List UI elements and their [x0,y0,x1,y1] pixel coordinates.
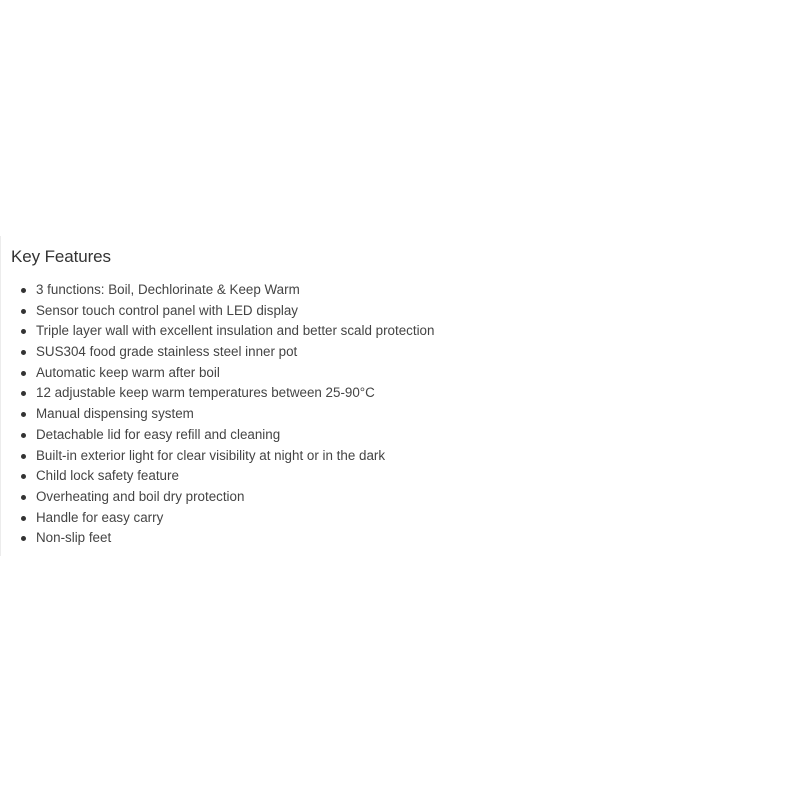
bullet-icon [21,350,26,355]
feature-item [1,383,434,404]
key-features-section [0,236,800,556]
bullet-icon [21,433,26,438]
feature-item [1,508,434,529]
feature-text: Triple layer wall with excellent insulation and better scald protection [36,323,435,339]
feature-text: Sensor touch control panel with LED display [36,302,299,318]
bullet-icon [21,536,26,541]
feature-list [1,280,434,549]
feature-item [1,280,434,301]
feature-text: 12 adjustable keep warm temperatures between 25-90°C [36,385,375,401]
feature-text: Detachable lid for easy refill and cleaning [36,426,281,442]
feature-text: Built-in exterior light for clear visibility at night or in the dark [36,447,386,463]
feature-text: Non-slip feet [36,530,112,546]
feature-text: Manual dispensing system [36,406,194,422]
feature-text: Child lock safety feature [36,468,179,484]
bullet-icon [21,495,26,500]
feature-text: Handle for easy carry [36,509,164,525]
bullet-icon [21,288,26,293]
bullet-icon [21,371,26,376]
feature-text: 3 functions: Boil, Dechlorinate & Keep Warm [36,282,300,297]
bullet-icon [21,516,26,521]
feature-item [1,321,434,342]
feature-text: SUS304 food grade stainless steel inner pot [36,344,298,360]
bullet-icon [21,391,26,396]
bullet-icon [21,474,26,479]
feature-item [1,446,434,467]
feature-text: Automatic keep warm after boil [36,364,220,380]
feature-item [1,342,434,363]
feature-item [1,528,434,549]
feature-item [1,363,434,384]
feature-item [1,404,434,425]
bullet-icon [21,454,26,459]
section-title: Key Features [11,247,111,266]
feature-item [1,487,434,508]
bullet-icon [21,309,26,314]
feature-item [1,466,434,487]
bullet-icon [21,329,26,334]
feature-item [1,301,434,322]
feature-text: Overheating and boil dry protection [36,488,245,504]
feature-item [1,425,434,446]
bullet-icon [21,412,26,417]
